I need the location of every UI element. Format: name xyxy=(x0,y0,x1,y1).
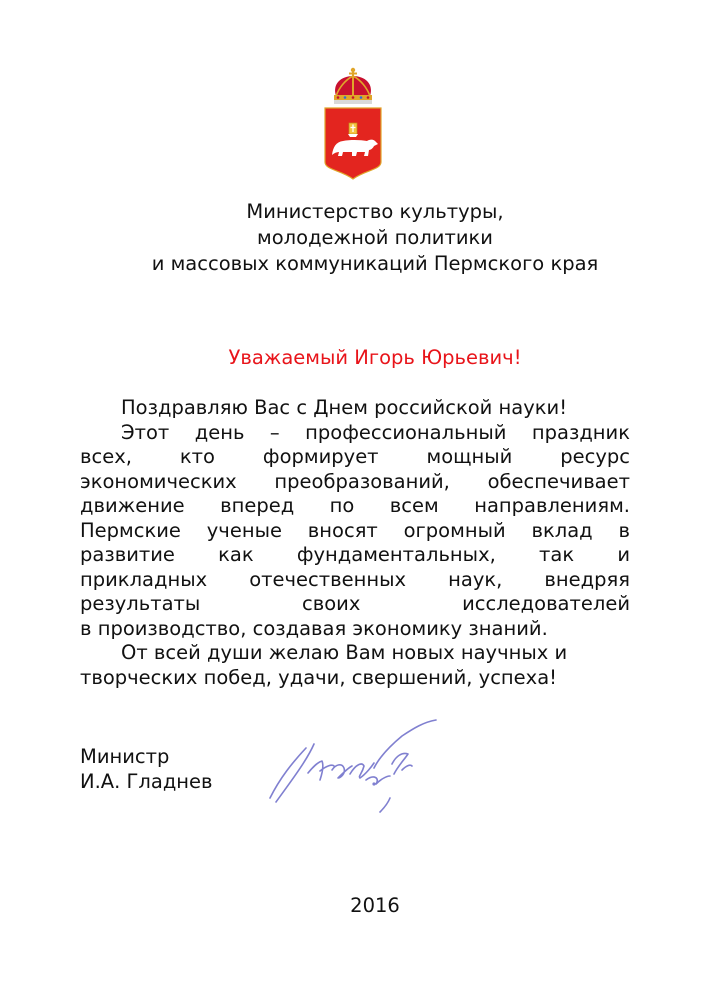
letter-line: Пермские ученые вносят огромный вклад в xyxy=(80,518,630,542)
gospel-book-icon xyxy=(348,123,358,137)
ministry-line: молодежной политики xyxy=(257,226,493,249)
letter-line: прикладных отечественных наук, внедряя xyxy=(80,567,630,591)
letter-line: Поздравляю Вас с Днем российской науки! xyxy=(121,396,568,419)
greeting: Уважаемый Игорь Юрьевич! xyxy=(228,346,522,369)
perm-krai-coat-of-arms-icon xyxy=(323,66,383,180)
signer-title: Министр xyxy=(80,745,170,768)
letter-line: Этот день – профессиональный праздник xyxy=(121,420,630,444)
ministry-line: Министерство культуры, xyxy=(246,200,504,223)
letter-line: всех, кто формирует мощный ресурс xyxy=(80,445,630,468)
letter-line: движение вперед по всем направлениям. xyxy=(80,494,630,517)
letter-line: творческих побед, удачи, свершений, успеха! xyxy=(80,665,557,689)
letter-line: развитие как фундаментальных, так и xyxy=(80,543,630,566)
ministry-name xyxy=(100,199,650,277)
letter-body xyxy=(80,396,630,690)
letter-line: экономических преобразований, обеспечивает xyxy=(80,469,630,493)
signer-name: И.А. Гладнев xyxy=(80,770,213,793)
letter-line: результаты своих исследователей xyxy=(80,592,630,615)
document-year: 2016 xyxy=(350,894,400,917)
letter-line: От всей души желаю Вам новых научных и xyxy=(121,641,568,664)
letter-line: в производство, создавая экономику знаний. xyxy=(80,616,548,640)
crown-icon xyxy=(334,68,372,104)
ministry-line: и массовых коммуникаций Пермского края xyxy=(151,252,599,275)
handwritten-signature-icon xyxy=(262,718,444,813)
